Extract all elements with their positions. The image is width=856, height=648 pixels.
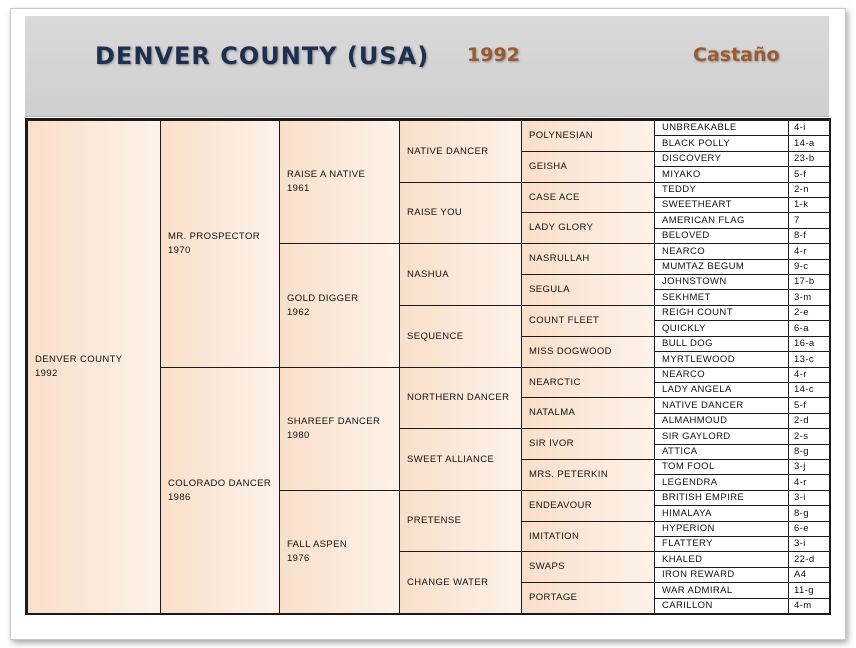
gen5-ancestor bbox=[654, 397, 789, 414]
cell-text: SEGULA bbox=[529, 284, 570, 295]
gen5-ancestor bbox=[654, 336, 789, 352]
cell-text: 8-f bbox=[794, 230, 807, 241]
cell-text: SWAPS bbox=[529, 561, 565, 572]
gen4-ancestor bbox=[521, 490, 655, 522]
cell-text: BRITISH EMPIRE bbox=[662, 492, 745, 503]
gen5-ancestor bbox=[654, 505, 789, 522]
cell-text: POLYNESIAN bbox=[529, 130, 594, 141]
gen4-ancestor bbox=[521, 582, 655, 614]
gen5-ancestor bbox=[654, 212, 789, 229]
gen5-ancestor bbox=[654, 197, 789, 213]
gen5-ancestor bbox=[654, 166, 789, 183]
header-bar bbox=[25, 16, 829, 117]
gen5-ancestor bbox=[654, 274, 789, 290]
family-number bbox=[788, 228, 830, 244]
gen4-ancestor bbox=[521, 397, 655, 429]
cell-text: 2-d bbox=[794, 415, 809, 426]
cell-text: BULL DOG bbox=[662, 338, 713, 349]
great-grandparent-horse bbox=[399, 120, 522, 183]
cell-text: 4-r bbox=[794, 476, 807, 488]
cell-text: 1976 bbox=[287, 553, 310, 564]
gen5-ancestor bbox=[654, 444, 789, 460]
cell-text: 8-g bbox=[794, 446, 809, 457]
cell-text: NATALMA bbox=[529, 407, 576, 418]
cell-text: PRETENSE bbox=[407, 515, 462, 526]
cell-text: HIMALAYA bbox=[662, 507, 712, 519]
cell-text: 5-f bbox=[794, 399, 807, 411]
cell-text: SEKHMET bbox=[662, 291, 711, 303]
cell-text: 13-c bbox=[794, 353, 815, 365]
gen4-ancestor bbox=[521, 428, 655, 460]
cell-text: MISS DOGWOOD bbox=[529, 346, 612, 357]
gen5-ancestor bbox=[654, 151, 789, 167]
subject-horse bbox=[27, 120, 161, 614]
cell-text: 22-d bbox=[794, 553, 815, 565]
cell-text: IRON REWARD bbox=[662, 569, 735, 580]
cell-text: DISCOVERY bbox=[662, 153, 722, 164]
family-number bbox=[788, 166, 830, 183]
gen5-ancestor bbox=[654, 320, 789, 337]
cell-text: DENVER COUNTY bbox=[35, 354, 123, 365]
family-number bbox=[788, 582, 830, 599]
cell-text: 4-m bbox=[794, 600, 812, 611]
cell-text: LADY ANGELA bbox=[662, 384, 732, 395]
cell-text: 1-k bbox=[794, 199, 809, 210]
header-coat-color: Castaño bbox=[693, 44, 780, 66]
gen4-ancestor bbox=[521, 212, 655, 244]
gen5-ancestor bbox=[654, 551, 789, 568]
cell-text: 11-g bbox=[794, 584, 814, 596]
cell-text: NASHUA bbox=[407, 268, 449, 280]
grandparent-horse bbox=[279, 490, 400, 614]
family-number bbox=[788, 474, 830, 491]
gen4-ancestor bbox=[521, 120, 655, 152]
great-grandparent-horse bbox=[399, 428, 522, 491]
header-year: 1992 bbox=[467, 44, 520, 66]
cell-text: 9-c bbox=[794, 261, 809, 272]
grandparent-horse bbox=[279, 367, 400, 491]
cell-text: 2-n bbox=[794, 184, 809, 195]
great-grandparent-horse bbox=[399, 490, 522, 552]
great-grandparent-horse bbox=[399, 182, 522, 244]
cell-text: 14-c bbox=[794, 384, 815, 395]
cell-text: 1962 bbox=[287, 306, 310, 318]
gen5-ancestor bbox=[654, 428, 789, 445]
cell-text: COUNT FLEET bbox=[529, 315, 600, 326]
cell-text: NASRULLAH bbox=[529, 253, 590, 264]
family-number bbox=[788, 598, 830, 614]
cell-text: RAISE A NATIVE bbox=[287, 169, 366, 180]
gen4-ancestor bbox=[521, 551, 655, 583]
cell-text: TEDDY bbox=[662, 184, 697, 195]
cell-text: 1970 bbox=[168, 245, 191, 256]
family-number bbox=[788, 135, 830, 152]
cell-text: 1980 bbox=[287, 430, 310, 441]
family-number bbox=[788, 212, 830, 229]
cell-text: 4-r bbox=[794, 369, 807, 380]
cell-text: 4-r bbox=[794, 245, 807, 257]
gen4-ancestor bbox=[521, 521, 655, 552]
cell-text: MR. PROSPECTOR bbox=[168, 231, 260, 242]
cell-text: SWEET ALLIANCE bbox=[407, 453, 495, 465]
cell-text: CARILLON bbox=[662, 600, 713, 611]
cell-text: WAR ADMIRAL bbox=[662, 584, 733, 596]
family-number bbox=[788, 551, 830, 568]
family-number bbox=[788, 351, 830, 368]
family-number bbox=[788, 505, 830, 522]
cell-text: ATTICA bbox=[662, 446, 698, 457]
parent-horse bbox=[160, 367, 280, 614]
gen4-ancestor bbox=[521, 243, 655, 275]
gen4-ancestor bbox=[521, 336, 655, 368]
great-grandparent-horse bbox=[399, 243, 522, 306]
family-number bbox=[788, 459, 830, 475]
cell-text: 2-s bbox=[794, 430, 809, 442]
cell-text: NEARCTIC bbox=[529, 376, 581, 388]
cell-text: 8-g bbox=[794, 507, 809, 519]
cell-text: RAISE YOU bbox=[407, 207, 463, 218]
family-number bbox=[788, 444, 830, 460]
gen4-ancestor bbox=[521, 305, 655, 337]
family-number bbox=[788, 151, 830, 167]
cell-text: A4 bbox=[794, 569, 807, 580]
gen5-ancestor bbox=[654, 259, 789, 275]
cell-text: SIR GAYLORD bbox=[662, 430, 731, 442]
parent-horse bbox=[160, 120, 280, 368]
cell-text: HYPERION bbox=[662, 523, 715, 534]
cell-text: 5-f bbox=[794, 168, 807, 180]
cell-text: LADY GLORY bbox=[529, 222, 594, 233]
cell-text: 6-a bbox=[794, 322, 809, 334]
cell-text: MIYAKO bbox=[662, 168, 701, 180]
cell-text: SIR IVOR bbox=[529, 438, 574, 449]
gen5-ancestor bbox=[654, 413, 789, 429]
cell-text: ALMAHMOUD bbox=[662, 415, 728, 426]
great-grandparent-horse bbox=[399, 305, 522, 368]
cell-text: JOHNSTOWN bbox=[662, 276, 727, 287]
cell-text: MUMTAZ BEGUM bbox=[662, 261, 745, 272]
gen5-ancestor bbox=[654, 582, 789, 599]
family-number bbox=[788, 336, 830, 352]
cell-text: NATIVE DANCER bbox=[662, 399, 744, 411]
great-grandparent-horse bbox=[399, 367, 522, 429]
family-number bbox=[788, 243, 830, 260]
cell-text: BLACK POLLY bbox=[662, 137, 731, 149]
cell-text: CHANGE WATER bbox=[407, 576, 489, 588]
family-number bbox=[788, 367, 830, 383]
cell-text: PORTAGE bbox=[529, 592, 578, 603]
cell-text: UNBREAKABLE bbox=[662, 122, 737, 133]
cell-text: KHALED bbox=[662, 553, 703, 565]
gen5-ancestor bbox=[654, 120, 789, 136]
gen5-ancestor bbox=[654, 459, 789, 475]
cell-text: 1961 bbox=[287, 183, 310, 194]
family-number bbox=[788, 305, 830, 321]
cell-text: IMITATION bbox=[529, 530, 580, 542]
grandparent-horse bbox=[279, 243, 400, 368]
family-number bbox=[788, 413, 830, 429]
family-number bbox=[788, 320, 830, 337]
cell-text: GEISHA bbox=[529, 161, 568, 172]
gen5-ancestor bbox=[654, 228, 789, 244]
cell-text: NEARCO bbox=[662, 245, 706, 257]
gen5-ancestor bbox=[654, 182, 789, 198]
cell-text: 1992 bbox=[35, 368, 58, 379]
cell-text: 3-i bbox=[794, 492, 806, 503]
cell-text: 16-a bbox=[794, 338, 815, 349]
cell-text: 3-i bbox=[794, 538, 806, 549]
gen5-ancestor bbox=[654, 243, 789, 260]
great-grandparent-horse bbox=[399, 551, 522, 614]
gen5-ancestor bbox=[654, 474, 789, 491]
family-number bbox=[788, 382, 830, 398]
family-number bbox=[788, 567, 830, 583]
cell-text: 23-b bbox=[794, 153, 815, 164]
family-number bbox=[788, 289, 830, 306]
cell-text: LEGENDRA bbox=[662, 476, 718, 488]
cell-text: 1986 bbox=[168, 491, 191, 503]
cell-text: SHAREEF DANCER bbox=[287, 416, 381, 427]
cell-text: 17-b bbox=[794, 276, 815, 287]
page-title: DENVER COUNTY (USA) bbox=[95, 42, 430, 70]
cell-text: 14-a bbox=[794, 137, 815, 149]
cell-text: FALL ASPEN bbox=[287, 539, 348, 550]
cell-text: 2-e bbox=[794, 307, 809, 318]
family-number bbox=[788, 120, 830, 136]
family-number bbox=[788, 182, 830, 198]
cell-text: 3-j bbox=[794, 461, 806, 472]
cell-text: NORTHERN DANCER bbox=[407, 392, 510, 403]
gen4-ancestor bbox=[521, 151, 655, 183]
family-number bbox=[788, 490, 830, 506]
grandparent-horse bbox=[279, 120, 400, 244]
cell-text: BELOVED bbox=[662, 230, 710, 241]
cell-text: 3-m bbox=[794, 291, 812, 303]
gen5-ancestor bbox=[654, 135, 789, 152]
family-number bbox=[788, 428, 830, 445]
cell-text: NEARCO bbox=[662, 369, 706, 380]
gen5-ancestor bbox=[654, 289, 789, 306]
pedigree-table bbox=[25, 118, 831, 615]
family-number bbox=[788, 197, 830, 213]
cell-text: 4-i bbox=[794, 122, 806, 133]
cell-text: AMERICAN FLAG bbox=[662, 214, 745, 226]
cell-text: MYRTLEWOOD bbox=[662, 353, 735, 365]
cell-text: REIGH COUNT bbox=[662, 307, 733, 318]
cell-text: SWEETHEART bbox=[662, 199, 732, 210]
gen4-ancestor bbox=[521, 367, 655, 398]
gen5-ancestor bbox=[654, 567, 789, 583]
family-number bbox=[788, 397, 830, 414]
gen4-ancestor bbox=[521, 182, 655, 213]
gen4-ancestor bbox=[521, 274, 655, 306]
family-number bbox=[788, 274, 830, 290]
cell-text: 6-e bbox=[794, 523, 809, 534]
family-number bbox=[788, 521, 830, 537]
gen5-ancestor bbox=[654, 490, 789, 506]
gen5-ancestor bbox=[654, 305, 789, 321]
cell-text: COLORADO DANCER bbox=[168, 477, 272, 489]
cell-text: ENDEAVOUR bbox=[529, 500, 593, 511]
gen5-ancestor bbox=[654, 521, 789, 537]
gen5-ancestor bbox=[654, 598, 789, 614]
gen4-ancestor bbox=[521, 459, 655, 491]
gen5-ancestor bbox=[654, 367, 789, 383]
cell-text: NATIVE DANCER bbox=[407, 145, 489, 157]
family-number bbox=[788, 259, 830, 275]
cell-text: CASE ACE bbox=[529, 191, 580, 203]
family-number bbox=[788, 536, 830, 552]
cell-text: SEQUENCE bbox=[407, 330, 464, 342]
cell-text: TOM FOOL bbox=[662, 461, 715, 472]
cell-text: MRS. PETERKIN bbox=[529, 469, 609, 480]
gen5-ancestor bbox=[654, 351, 789, 368]
gen5-ancestor bbox=[654, 382, 789, 398]
gen5-ancestor bbox=[654, 536, 789, 552]
cell-text: 7 bbox=[794, 214, 800, 226]
cell-text: FLATTERY bbox=[662, 538, 713, 549]
cell-text: QUICKLY bbox=[662, 322, 706, 334]
cell-text: GOLD DIGGER bbox=[287, 292, 359, 304]
